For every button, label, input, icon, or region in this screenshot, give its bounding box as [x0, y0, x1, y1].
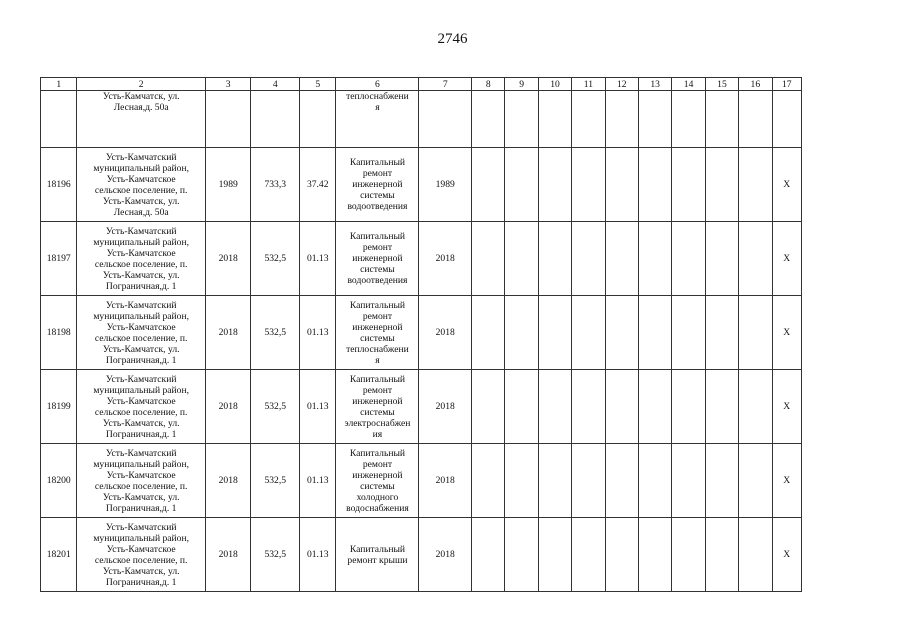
column-header: 1 — [41, 78, 77, 91]
table-cell — [538, 148, 571, 222]
table-cell — [572, 444, 605, 518]
repair-year-cell: 2018 — [419, 518, 472, 592]
work-type-cell: Капитальный ремонт инженерной системы водоотведения — [336, 148, 419, 222]
work-type-cell: Капитальный ремонт инженерной системы теплоснабжени я — [336, 296, 419, 370]
table-cell — [638, 518, 671, 592]
column-header: 9 — [505, 78, 538, 91]
area-cell: 532,5 — [251, 222, 300, 296]
mark-cell: Х — [772, 518, 801, 592]
column-header: 2 — [77, 78, 206, 91]
table-cell — [739, 296, 772, 370]
column-header: 4 — [251, 78, 300, 91]
year-built-cell: 2018 — [205, 222, 251, 296]
table-cell — [538, 222, 571, 296]
table-cell — [739, 91, 772, 148]
table-cell — [300, 91, 336, 148]
code-cell: 01.13 — [300, 222, 336, 296]
table-cell — [638, 296, 671, 370]
table-cell — [705, 91, 738, 148]
table-cell — [705, 148, 738, 222]
column-header: 6 — [336, 78, 419, 91]
table-cell — [41, 91, 77, 148]
area-cell: 532,5 — [251, 444, 300, 518]
code-cell: 01.13 — [300, 370, 336, 444]
table-cell — [672, 444, 705, 518]
row-id-cell: 18199 — [41, 370, 77, 444]
area-cell: 733,3 — [251, 148, 300, 222]
column-header: 15 — [705, 78, 738, 91]
table-row — [41, 148, 802, 222]
year-built-cell: 2018 — [205, 444, 251, 518]
code-cell: 37.42 — [300, 148, 336, 222]
mark-cell: Х — [772, 444, 801, 518]
table-cell — [472, 296, 505, 370]
column-header: 7 — [419, 78, 472, 91]
table-cell — [538, 296, 571, 370]
table-cell — [672, 148, 705, 222]
row-id-cell: 18197 — [41, 222, 77, 296]
table-cell — [705, 444, 738, 518]
table-cell — [739, 222, 772, 296]
table-cell — [472, 222, 505, 296]
table-cell — [505, 222, 538, 296]
table-cell — [605, 370, 638, 444]
row-id-cell: 18196 — [41, 148, 77, 222]
table-cell — [739, 370, 772, 444]
table-cell — [739, 148, 772, 222]
data-table — [40, 77, 802, 592]
column-header: 8 — [472, 78, 505, 91]
table-cell — [572, 148, 605, 222]
repair-year-cell: 1989 — [419, 148, 472, 222]
year-built-cell: 1989 — [205, 148, 251, 222]
table-cell — [572, 91, 605, 148]
table-row — [41, 296, 802, 370]
repair-year-cell: 2018 — [419, 222, 472, 296]
table-cell — [672, 91, 705, 148]
column-header: 12 — [605, 78, 638, 91]
table-row — [41, 444, 802, 518]
row-id-cell: 18200 — [41, 444, 77, 518]
table-cell — [572, 222, 605, 296]
address-cell: Усть-Камчатский муниципальный район, Усть-Камчатское сельское поселение, п. Усть-Камчатск, ул. Пограничная,д. 1 — [77, 518, 206, 592]
address-cell: Усть-Камчатск, ул. Лесная,д. 50а — [77, 91, 206, 148]
area-cell: 532,5 — [251, 296, 300, 370]
year-built-cell: 2018 — [205, 370, 251, 444]
table-cell — [472, 518, 505, 592]
table-cell — [705, 222, 738, 296]
address-cell: Усть-Камчатский муниципальный район, Усть-Камчатское сельское поселение, п. Усть-Камчатск, ул. Пограничная,д. 1 — [77, 444, 206, 518]
work-type-cell: Капитальный ремонт инженерной системы электроснабжен ия — [336, 370, 419, 444]
code-cell: 01.13 — [300, 444, 336, 518]
table-cell — [638, 370, 671, 444]
column-header: 17 — [772, 78, 801, 91]
mark-cell: Х — [772, 148, 801, 222]
address-cell: Усть-Камчатский муниципальный район, Усть-Камчатское сельское поселение, п. Усть-Камчатск, ул. Лесная,д. 50а — [77, 148, 206, 222]
table-cell — [672, 518, 705, 592]
row-id-cell: 18198 — [41, 296, 77, 370]
table-cell — [705, 296, 738, 370]
address-cell: Усть-Камчатский муниципальный район, Усть-Камчатское сельское поселение, п. Усть-Камчатск, ул. Пограничная,д. 1 — [77, 370, 206, 444]
table-cell — [739, 444, 772, 518]
column-header: 13 — [638, 78, 671, 91]
table-cell — [705, 370, 738, 444]
code-cell: 01.13 — [300, 296, 336, 370]
work-type-cell: Капитальный ремонт крыши — [336, 518, 419, 592]
column-header: 14 — [672, 78, 705, 91]
table-cell — [572, 296, 605, 370]
table-cell — [572, 370, 605, 444]
table-cell — [472, 370, 505, 444]
table-cell — [638, 91, 671, 148]
repair-year-cell: 2018 — [419, 444, 472, 518]
table-cell — [672, 296, 705, 370]
table-cell — [605, 148, 638, 222]
column-header: 5 — [300, 78, 336, 91]
column-header: 16 — [739, 78, 772, 91]
table-cell — [505, 296, 538, 370]
table-cell — [505, 444, 538, 518]
table-cell — [538, 91, 571, 148]
repair-year-cell: 2018 — [419, 296, 472, 370]
table-cell — [772, 91, 801, 148]
table-row — [41, 518, 802, 592]
table-cell — [638, 444, 671, 518]
table-cell — [505, 518, 538, 592]
table-cell — [472, 91, 505, 148]
column-header: 3 — [205, 78, 251, 91]
code-cell: 01.13 — [300, 518, 336, 592]
mark-cell: Х — [772, 296, 801, 370]
continuation-row — [41, 91, 802, 148]
table-cell — [205, 91, 251, 148]
area-cell: 532,5 — [251, 370, 300, 444]
table-cell — [572, 518, 605, 592]
mark-cell: Х — [772, 370, 801, 444]
year-built-cell: 2018 — [205, 518, 251, 592]
table-cell — [472, 444, 505, 518]
table-cell — [605, 444, 638, 518]
table-cell — [505, 91, 538, 148]
work-type-cell: Капитальный ремонт инженерной системы холодного водоснабжения — [336, 444, 419, 518]
work-type-cell: теплоснабжени я — [336, 91, 419, 148]
mark-cell: Х — [772, 222, 801, 296]
table-cell — [505, 370, 538, 444]
table-cell — [538, 444, 571, 518]
work-type-cell: Капитальный ремонт инженерной системы водоотведения — [336, 222, 419, 296]
repair-year-cell: 2018 — [419, 370, 472, 444]
table-cell — [538, 518, 571, 592]
table-cell — [605, 91, 638, 148]
table-body — [41, 148, 802, 592]
table-row — [41, 222, 802, 296]
table-cell — [605, 518, 638, 592]
table-cell — [638, 222, 671, 296]
page-number: 2746 — [437, 31, 468, 47]
table-cell — [739, 518, 772, 592]
table-cell — [705, 518, 738, 592]
table-cell — [251, 91, 300, 148]
table-cell — [538, 370, 571, 444]
table-row — [41, 370, 802, 444]
column-header: 10 — [538, 78, 571, 91]
table-cell — [605, 296, 638, 370]
table-cell — [472, 148, 505, 222]
table-cell — [672, 370, 705, 444]
header-row — [41, 78, 802, 91]
address-cell: Усть-Камчатский муниципальный район, Усть-Камчатское сельское поселение, п. Усть-Камчатск, ул. Пограничная,д. 1 — [77, 222, 206, 296]
row-id-cell: 18201 — [41, 518, 77, 592]
address-cell: Усть-Камчатский муниципальный район, Усть-Камчатское сельское поселение, п. Усть-Камчатск, ул. Пограничная,д. 1 — [77, 296, 206, 370]
table-cell — [672, 222, 705, 296]
column-header: 11 — [572, 78, 605, 91]
table-cell — [419, 91, 472, 148]
year-built-cell: 2018 — [205, 296, 251, 370]
table-cell — [638, 148, 671, 222]
table-cell — [505, 148, 538, 222]
table-cell — [605, 222, 638, 296]
area-cell: 532,5 — [251, 518, 300, 592]
